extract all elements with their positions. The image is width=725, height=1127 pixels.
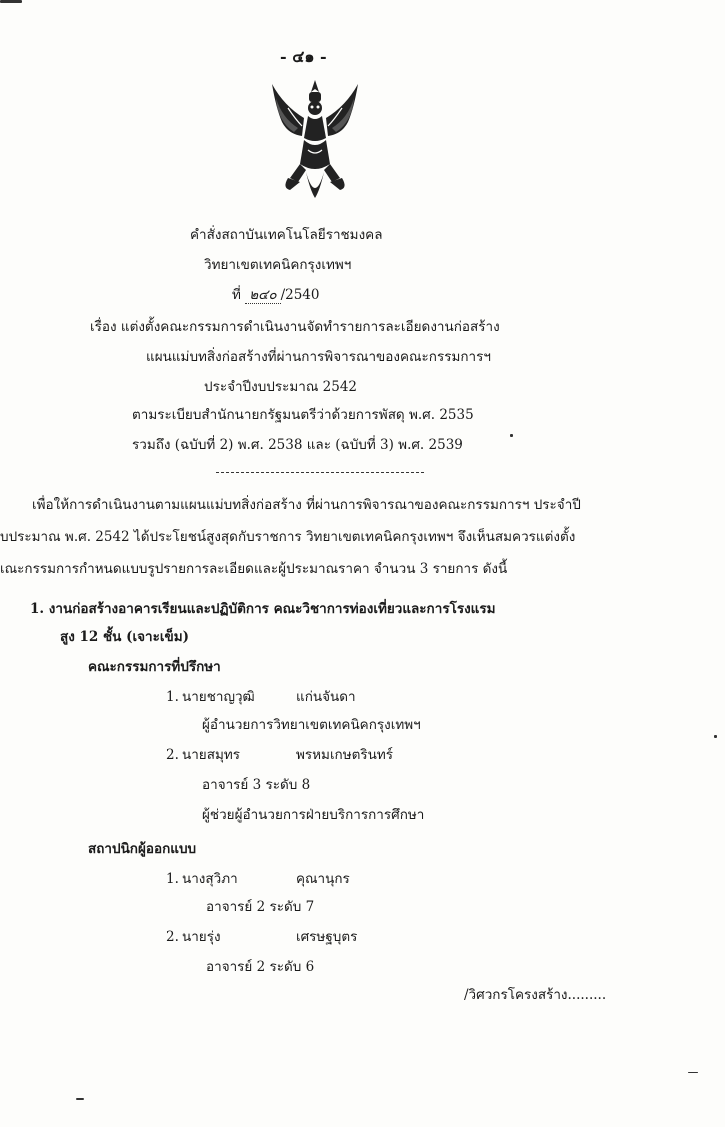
advisor-1-lastname: แก่นจันดา	[296, 689, 356, 705]
scan-speck	[714, 735, 717, 738]
item-1-number: 1.	[30, 601, 45, 617]
subject-line-3: ประจำปีงบประมาณ 2542	[204, 379, 358, 395]
paragraph-line-1: เพื่อให้การดำเนินงานตามแผนแม่บทสิ่งก่อสร้าง ที่ผ่านการพิจารณาของคณะกรรมการฯ ประจำปี	[32, 497, 581, 513]
scan-mark	[0, 0, 22, 3]
subject-label: เรื่อง	[90, 319, 117, 335]
architect-1-firstname: นางสุวิภา	[182, 871, 238, 887]
advisor-2-lastname: พรหมเกษตรินทร์	[296, 747, 394, 763]
scan-speck	[510, 434, 513, 437]
architect-2-position: อาจารย์ 2 ระดับ 6	[206, 959, 315, 975]
advisor-2-position-2: ผู้ช่วยผู้อำนวยการฝ่ายบริการการศึกษา	[202, 807, 425, 823]
page-number: - ๔๑ -	[280, 47, 327, 66]
advisor-1-firstname: นายชาญวุฒิ	[182, 689, 255, 705]
advisor-2-position-1: อาจารย์ 3 ระดับ 8	[202, 777, 311, 793]
item-1-title: งานก่อสร้างอาคารเรียนและปฏิบัติการ คณะวิชาการท่องเที่ยวและการโรงแรม	[48, 601, 496, 617]
architects-heading: สถาปนิกผู้ออกแบบ	[88, 841, 197, 857]
header-line-2: วิทยาเขตเทคนิคกรุงเทพฯ	[204, 257, 352, 273]
subject-line-5: รวมถึง (ฉบับที่ 2) พ.ศ. 2538 และ (ฉบับที่ 3) พ.ศ. 2539	[132, 437, 463, 453]
advisor-2-firstname: นายสมุทร	[182, 747, 241, 763]
architect-2-number: 2.	[166, 929, 179, 945]
subject-line-1	[90, 318, 500, 336]
item-1-title-line-1	[30, 600, 496, 618]
advisor-2-number: 2.	[166, 747, 179, 763]
advisor-1-position: ผู้อำนวยการวิทยาเขตเทคนิคกรุงเทพฯ	[202, 717, 421, 733]
subject-text-1: แต่งตั้งคณะกรรมการดำเนินงานจัดทำรายการละเอียดงานก่อสร้าง	[120, 319, 500, 335]
separator-line	[216, 472, 424, 473]
paragraph-line-2: บประมาณ พ.ศ. 2542 ได้ประโยชน์สูงสุดกับราชการ วิทยาเขตเทคนิคกรุงเทพฯ จึงเห็นสมควรแต่งตั้ง	[0, 529, 576, 545]
item-1-title-line-2: สูง 12 ชั้น (เจาะเข็ม)	[60, 629, 189, 645]
subject-line-2: แผนแม่บทสิ่งก่อสร้างที่ผ่านการพิจารณาของคณะกรรมการฯ	[146, 349, 491, 365]
architect-1-position: อาจารย์ 2 ระดับ 7	[206, 899, 315, 915]
architect-1-lastname: คุณานุกร	[296, 871, 350, 887]
garuda-emblem-icon	[268, 78, 362, 208]
order-number-line	[232, 286, 319, 304]
subject-line-4: ตามระเบียบสำนักนายกรัฐมนตรีว่าด้วยการพัสดุ พ.ศ. 2535	[132, 407, 474, 423]
paragraph-line-3: เณะกรรมการกำหนดแบบรูปรายการละเอียดและผู้ประมาณราคา จำนวน 3 รายการ ดังนี้	[0, 561, 508, 577]
scan-speck	[76, 1098, 84, 1100]
architect-2-lastname: เศรษฐบุตร	[296, 929, 358, 945]
order-number: ๒๔๐	[245, 287, 280, 304]
architect-2-firstname: นายรุ่ง	[182, 929, 221, 945]
order-prefix: ที่	[232, 287, 241, 303]
architect-1-number: 1.	[166, 871, 179, 887]
advisor-1-number: 1.	[166, 689, 179, 705]
header-line-1: คำสั่งสถาบันเทคโนโลยีราชมงคล	[190, 227, 383, 243]
scan-speck	[688, 1072, 698, 1073]
continuation-text: /วิศวกรโครงสร้าง.........	[464, 987, 607, 1003]
advisors-heading: คณะกรรมการที่ปรึกษา	[88, 659, 221, 675]
order-suffix: /2540	[280, 287, 320, 303]
